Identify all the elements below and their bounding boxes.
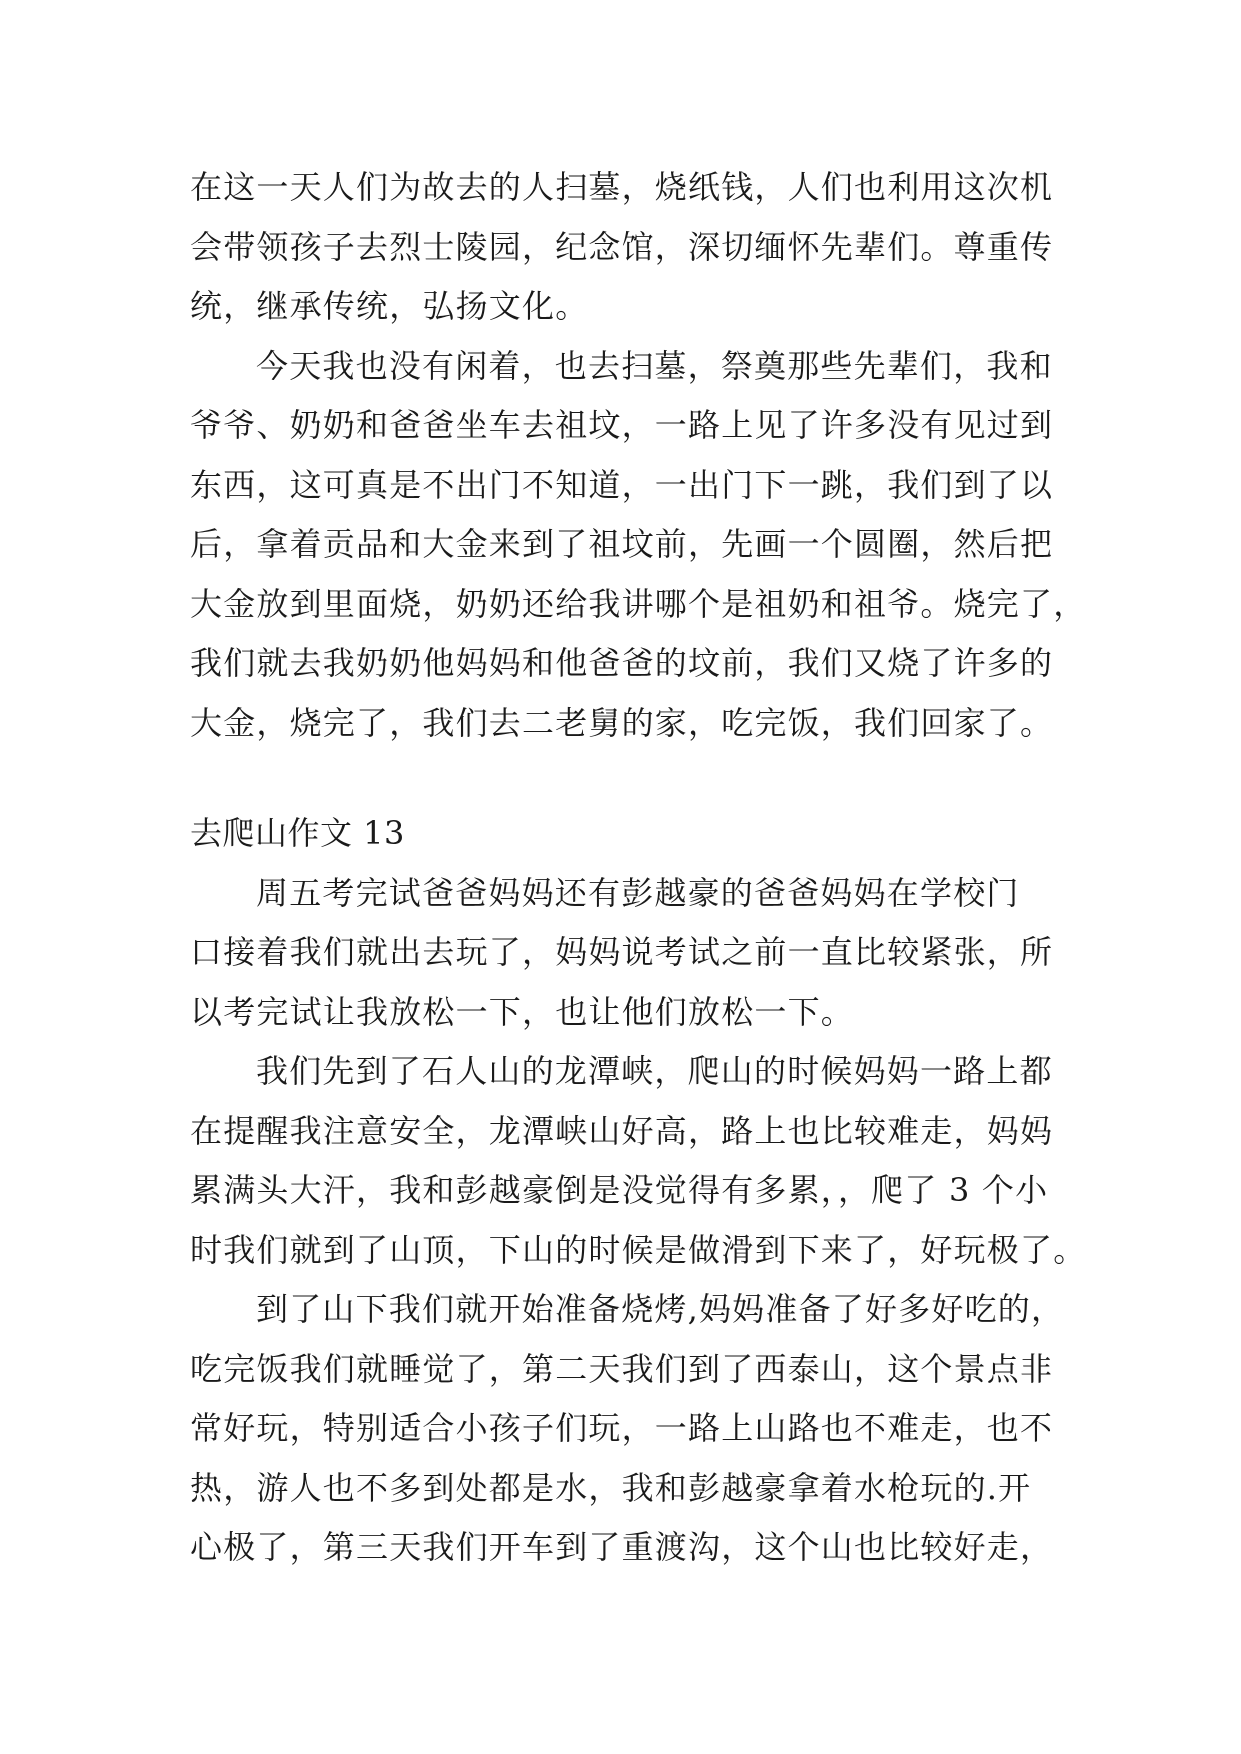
document-body [190,158,1090,1578]
text-line: 口接着我们就出去玩了，妈妈说考试之前一直比较紧张，所 [190,933,1054,971]
text-line: 累满头大汗，我和彭越豪倒是没觉得有多累，，爬了 3 个小 [190,1171,1049,1209]
paragraph-first-line: 周五考完试爸爸妈妈还有彭越豪的爸爸妈妈在学校门 [256,873,1020,912]
text-line: 后，拿着贡品和大金来到了祖坟前，先画一个圆圈，然后把 [190,525,1054,563]
text-line: 我们就去我奶奶他妈妈和他爸爸的坟前，我们又烧了许多的 [190,644,1054,682]
paragraph-first-line: 到了山下我们就开始准备烧烤,妈妈准备了好多好吃的， [256,1290,1065,1328]
text-line: 吃完饭我们就睡觉了，第二天我们到了西泰山，这个景点非 [190,1349,1054,1388]
paragraph-first-line: 今天我也没有闲着，也去扫墓，祭奠那些先辈们，我和 [256,346,1053,385]
text-line: 东西，这可真是不出门不知道，一出门下一跳，我们到了以 [190,465,1054,504]
text-line: 热，游人也不多到处都是水，我和彭越豪拿着水枪玩的.开 [190,1468,1032,1507]
text-line: 大金，烧完了，我们去二老舅的家，吃完饭，我们回家了。 [190,703,1054,742]
section-gap [190,753,1090,804]
text-line: 在提醒我注意安全，龙潭峡山好高，路上也比较难走，妈妈 [190,1111,1054,1150]
paragraph-first-line: 我们先到了石人山的龙潭峡，爬山的时候妈妈一路上都 [256,1052,1053,1090]
text-line: 在这一天人们为故去的人扫墓，烧纸钱，人们也利用这次机 [190,168,1054,206]
section-heading: 去爬山作文 13 [190,814,405,852]
text-line: 以考完试让我放松一下，也让他们放松一下。 [190,992,855,1031]
text-line: 统，继承传统，弘扬文化。 [190,287,589,325]
text-line: 爷爷、奶奶和爸爸坐车去祖坟，一路上见了许多没有见过到 [190,406,1054,444]
text-line: 会带领孩子去烈士陵园，纪念馆，深切缅怀先辈们。尊重传 [190,227,1054,266]
text-line: 大金放到里面烧，奶奶还给我讲哪个是祖奶和祖爷。烧完了， [190,584,1087,623]
text-line: 常好玩，特别适合小孩子们玩，一路上山路也不难走，也不 [190,1409,1054,1447]
text-line: 时我们就到了山顶，下山的时候是做滑到下来了，好玩极了。 [190,1230,1087,1269]
text-line: 心极了，第三天我们开车到了重渡沟，这个山也比较好走， [190,1528,1054,1566]
